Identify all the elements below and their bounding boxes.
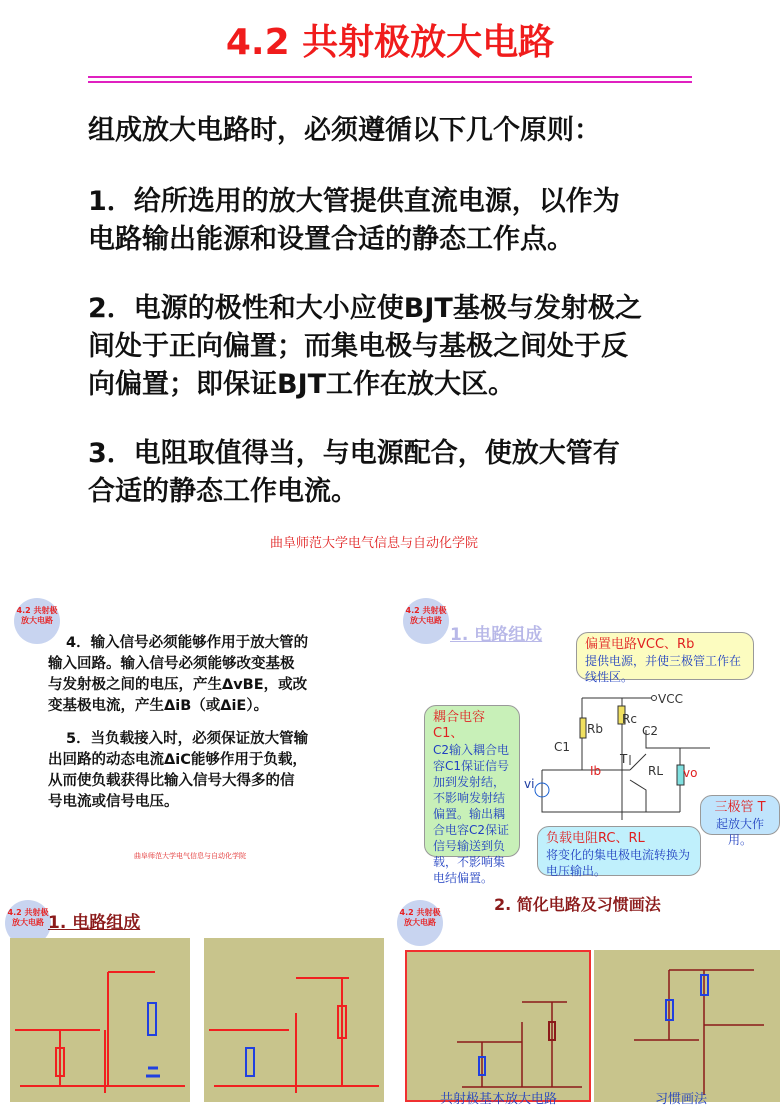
line: 3．电阻取值得当，与电源配合，使放大管有 <box>88 438 620 469</box>
line: 2．电源的极性和大小应使BJT基极与发射极之 <box>88 293 642 324</box>
principle-3 <box>88 435 728 511</box>
principle-2 <box>88 290 728 404</box>
callout-title: 耦合电容C1、 <box>433 710 486 741</box>
coupling-callout <box>424 705 520 885</box>
callout-text: 将变化的集电极电流转换为电压输出。 <box>546 848 691 878</box>
circuit-diagram <box>594 950 780 1102</box>
c2-label: C2 <box>642 724 659 738</box>
vcc-label: VCC <box>658 692 683 706</box>
rl-label: RL <box>648 764 664 778</box>
transistor-callout <box>700 795 780 847</box>
circuit-diagram <box>407 952 589 1100</box>
intro-text: 组成放大电路时，必须遵循以下几个原则： <box>88 115 601 146</box>
section-badge: 4.2 共射极放大电路 <box>5 900 51 946</box>
circuit-panel-2 <box>204 938 384 1102</box>
rb-label: Rb <box>587 722 603 736</box>
line: 1．给所选用的放大管提供直流电源，以作为 <box>88 186 620 217</box>
line: 合适的静态工作电流。 <box>88 476 358 507</box>
section-heading: 1. 电路组成 <box>48 913 141 933</box>
callout-title: 三极管 T <box>714 800 766 815</box>
title-divider <box>88 76 692 78</box>
callout-text: 起放大作用。 <box>715 817 764 847</box>
line: 出回路的动态电流ΔiC能够作用于负载， <box>48 752 307 768</box>
section-badge: 4.2 共射极放大电路 <box>403 598 449 644</box>
line: 4．输入信号必须能够作用于放大管的 <box>66 635 309 651</box>
circuit-diagram <box>204 938 384 1102</box>
section-badge: 4.2 共射极放大电路 <box>397 900 443 946</box>
footer: 曲阜师范大学电气信息与自动化学院 <box>134 852 246 860</box>
rc-label: Rc <box>622 712 637 726</box>
circuit-diagram <box>10 938 190 1102</box>
line: 向偏置；即保证BJT工作在放大区。 <box>88 369 516 400</box>
line: 5．当负载接入时，必须保证放大管输 <box>66 731 309 747</box>
caption-conventional: 习惯画法 <box>655 1092 708 1107</box>
line: 与发射极之间的电压，产生ΔvBE，或改 <box>48 677 308 693</box>
section-heading: 1. 电路组成 <box>450 625 543 645</box>
line: 输入回路。输入信号必须能够改变基极 <box>48 656 295 672</box>
footer: 曲阜师范大学电气信息与自动化学院 <box>270 536 479 551</box>
bias-callout <box>576 632 754 684</box>
principle-1 <box>88 183 728 259</box>
line: 电路输出能源和设置合适的静态工作点。 <box>88 224 574 255</box>
callout-title: 负载电阻RC、RL <box>546 831 645 846</box>
circuit-panel-1 <box>10 938 190 1102</box>
vo-label: vo <box>683 766 698 780</box>
c1-label: C1 <box>554 740 571 754</box>
callout-text: C2输入耦合电容C1保证信号加到发射结，不影响发射结偏置。输出耦合电容C2保证信号输送到负载，不影响集电结偏置。 <box>433 743 510 885</box>
line: 从而使负载获得比输入信号大得多的信 <box>48 773 295 789</box>
transistor-label: T <box>620 752 628 766</box>
circuit-panel-basic <box>405 950 591 1102</box>
callout-title: 偏置电路VCC、Rb <box>585 637 695 652</box>
section-heading: 2. 简化电路及习惯画法 <box>494 895 661 914</box>
page-title: 4.2 共射极放大电路 <box>225 22 555 63</box>
line: 间处于正向偏置；而集电极与基极之间处于反 <box>88 331 628 362</box>
ib-label: Ib <box>590 764 602 778</box>
title-divider <box>88 81 692 83</box>
load-callout <box>537 826 701 876</box>
vi-label: vi <box>524 777 535 791</box>
line: 号电流或信号电压。 <box>48 794 179 810</box>
circuit-panel-conventional <box>594 950 780 1102</box>
line: 变基极电流，产生ΔiB（或ΔiE）。 <box>48 698 269 714</box>
section-badge: 4.2 共射极放大电路 <box>14 598 60 644</box>
slide2-text <box>48 633 368 813</box>
caption-basic: 共射极基本放大电路 <box>440 1092 558 1107</box>
callout-text: 提供电源，并使三极管工作在线性区。 <box>585 654 742 684</box>
